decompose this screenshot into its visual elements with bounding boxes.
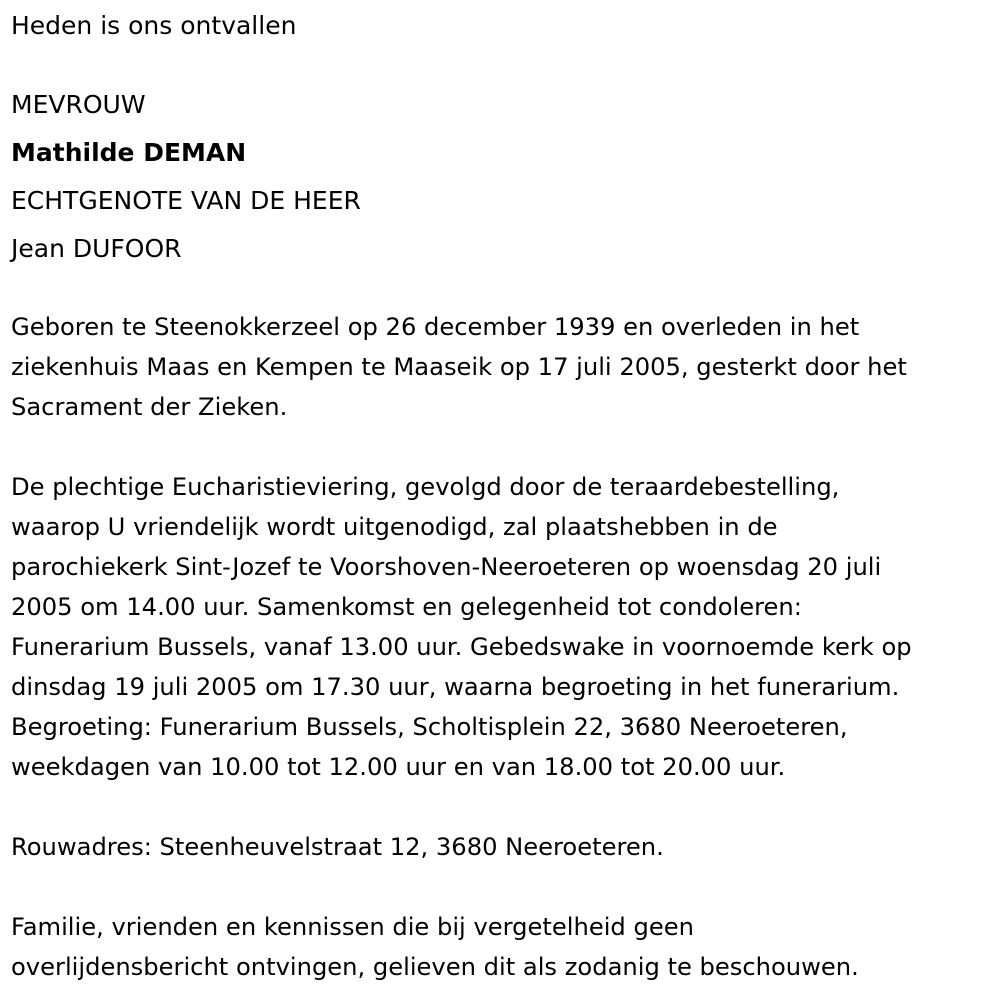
spacer (11, 867, 996, 907)
honorific-title: MEVROUW (11, 90, 146, 119)
ceremony-paragraph: De plechtige Eucharistieviering, gevolgd door de teraardebestelling, waarop U vriendelijk wordt uitgenodigd, zal plaatshebben in de parochiekerk Sint-Jozef te Voorshoven-Neeroeteren op woensdag 20 juli 2005 om 14.00 uur. Samenkomst en gelegenheid tot condoleren: Funerarium Bussels, vanaf 13.00 uur. Gebedswake in voornoemde kerk op dinsdag 19 juli 2005 om 17.30 uur, waarna begroeting in het funerarium. Begroeting: Funerarium Bussels, Scholtisplein 22, 3680 Neeroeteren, weekdagen van 10.00 tot 12.00 uur en van 18.00 tot 20.00 uur. (11, 473, 912, 781)
opening-line: Heden is ons ontvallen (11, 11, 297, 40)
closing-paragraph: Familie, vrienden en kennissen die bij vergetelheid geen overlijdensbericht ontvingen, gelieven dit als zodanig te beschouwen. (11, 913, 859, 981)
mourning-address: Rouwadres: Steenheuvelstraat 12, 3680 Neeroeteren. (11, 833, 664, 861)
deceased-name: Mathilde DEMAN (11, 138, 247, 167)
spacer (11, 427, 996, 467)
spacer (11, 50, 996, 81)
relation-line: ECHTGENOTE VAN DE HEER (11, 186, 361, 215)
spouse-name: Jean DUFOOR (11, 234, 182, 263)
death-notice (11, 0, 996, 987)
spacer (11, 273, 996, 307)
birth-death-paragraph: Geboren te Steenokkerzeel op 26 december 1939 en overleden in het ziekenhuis Maas en Kempen te Maaseik op 17 juli 2005, gesterkt door het Sacrament der Zieken. (11, 313, 907, 421)
spacer (11, 787, 996, 827)
